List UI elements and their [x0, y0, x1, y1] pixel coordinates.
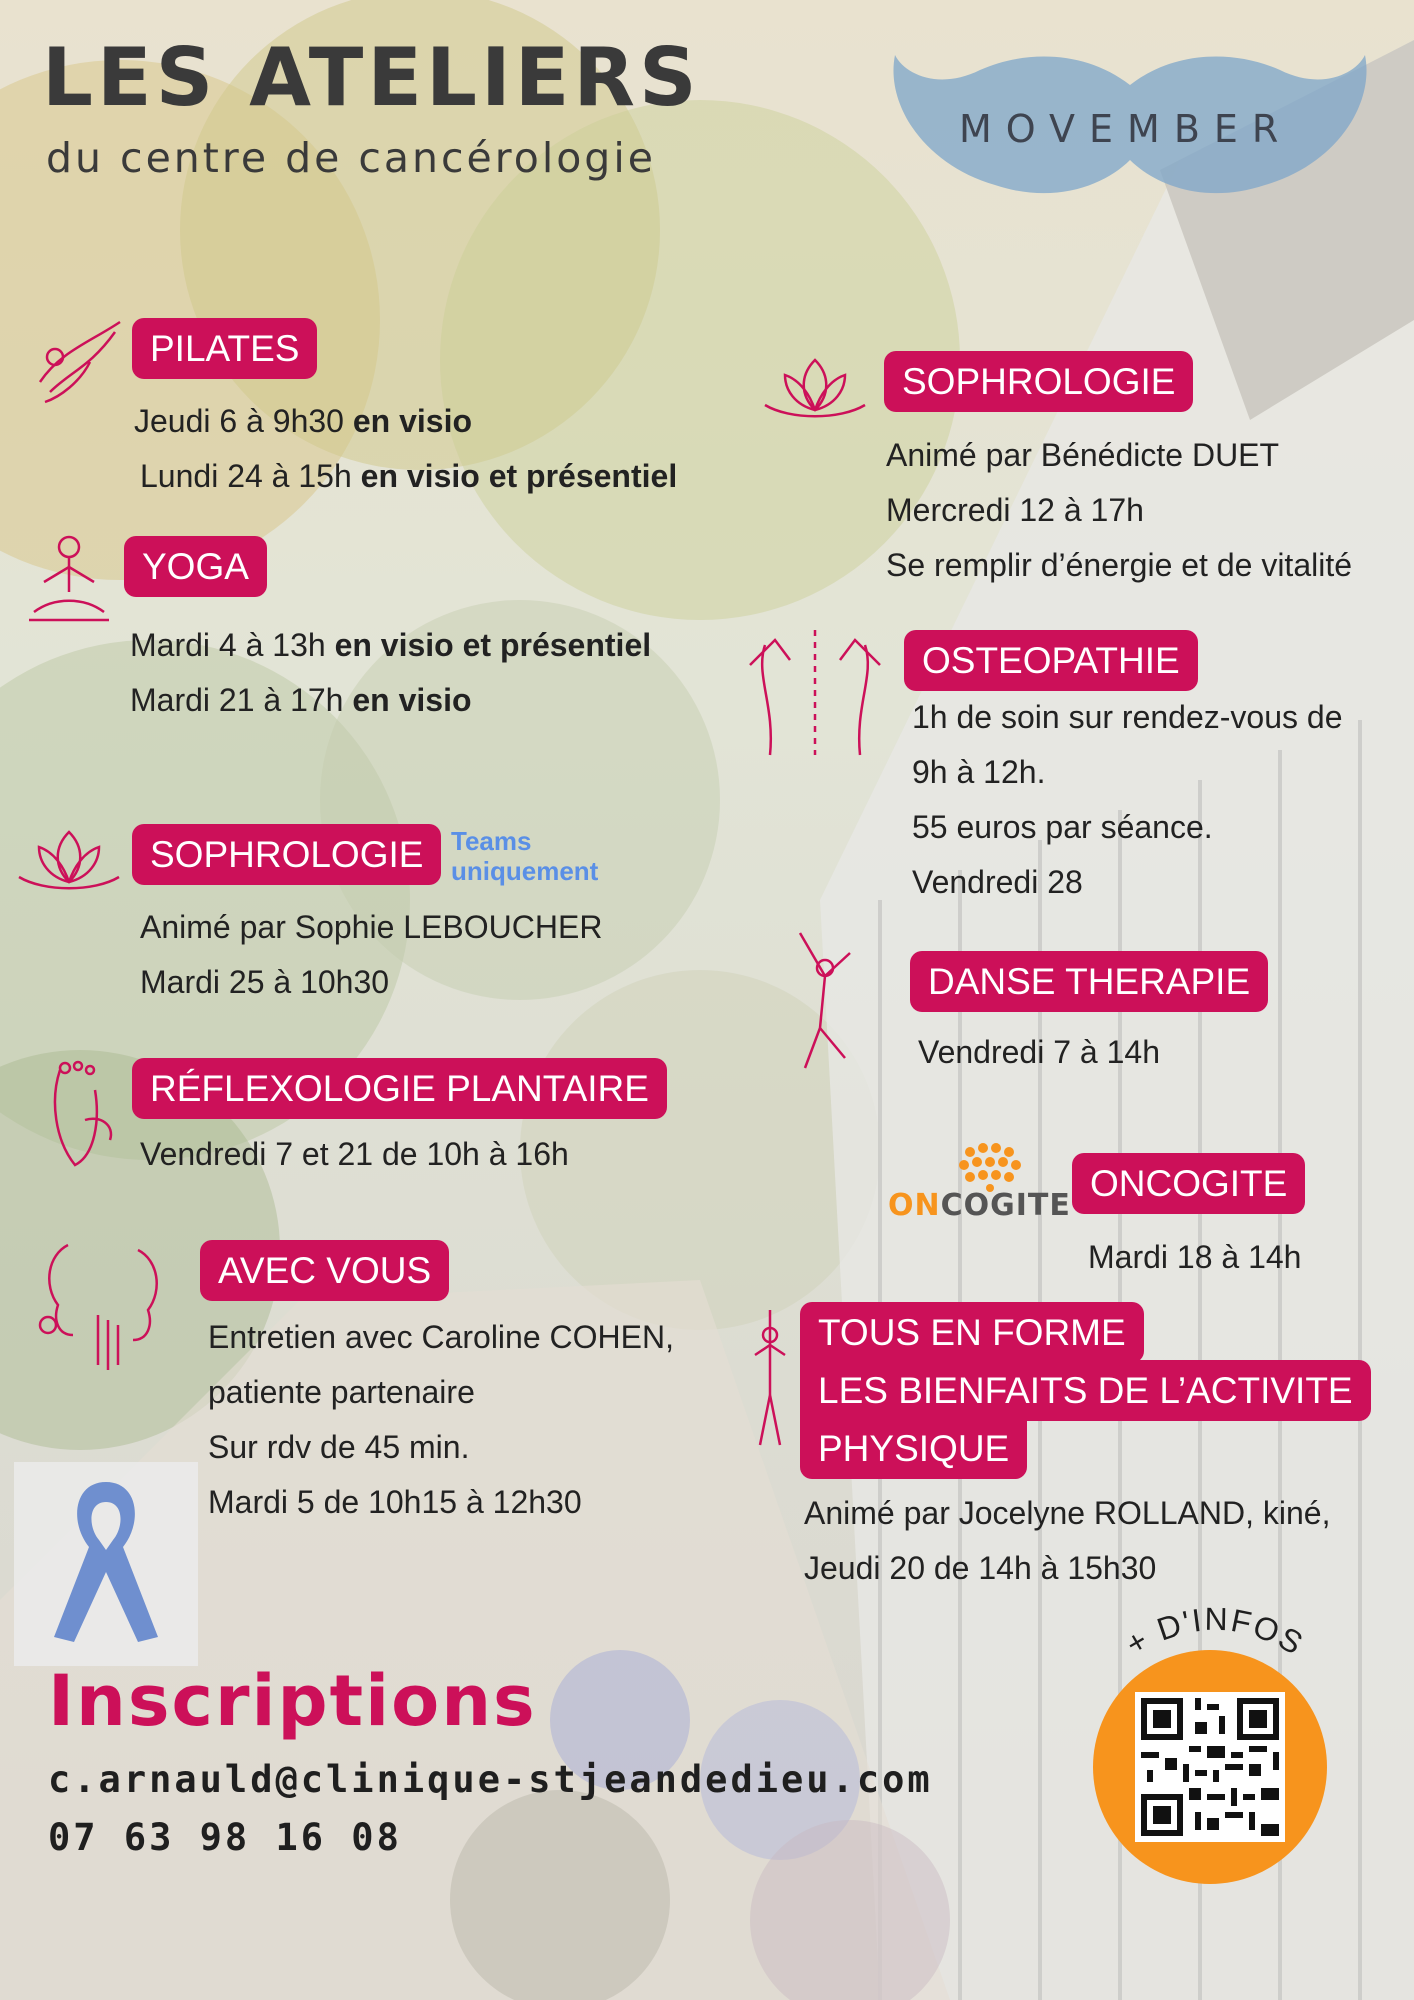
tag-danse-therapie: DANSE THERAPIE: [910, 951, 1268, 1012]
tag-tous-en-forme-3: PHYSIQUE: [800, 1418, 1027, 1479]
yoga-icon: [24, 532, 114, 627]
pilates-icon: [30, 312, 130, 412]
sophrologie-right-line-1: Animé par Bénédicte DUET: [886, 437, 1280, 473]
osteopathie-line-2: 9h à 12h.: [912, 754, 1046, 790]
oncogite-line-1: Mardi 18 à 14h: [1088, 1239, 1302, 1275]
avec-vous-line-3: Sur rdv de 45 min.: [208, 1429, 470, 1465]
tous-en-forme-line-1: Animé par Jocelyne ROLLAND, kiné,: [804, 1495, 1331, 1531]
contact-email[interactable]: c.arnauld@clinique-stjeandedieu.com: [48, 1758, 933, 1801]
tous-en-forme-line-2: Jeudi 20 de 14h à 15h30: [804, 1550, 1157, 1586]
stretching-figure-icon: [745, 1305, 795, 1455]
osteopathie-line-3: 55 euros par séance.: [912, 809, 1213, 845]
tag-oncogite: ONCOGITE: [1072, 1153, 1305, 1214]
sophrologie-right-line-3: Se remplir d’énergie et de vitalité: [886, 547, 1353, 583]
tag-tous-en-forme-2: LES BIENFAITS DE L’ACTIVITE: [800, 1360, 1371, 1421]
qr-code-badge[interactable]: [1093, 1650, 1327, 1884]
qr-code-icon[interactable]: [1135, 1692, 1285, 1842]
pilates-line-1: Jeudi 6 à 9h30 en visio: [134, 403, 472, 439]
page-subtitle: du centre de cancérologie: [46, 134, 656, 182]
ribbon-box: [14, 1462, 198, 1666]
foot-icon: [40, 1060, 120, 1175]
dancer-icon: [790, 928, 860, 1078]
avec-vous-line-1: Entretien avec Caroline COHEN,: [208, 1319, 674, 1355]
tag-sophrologie-left: SOPHROLOGIE: [132, 824, 441, 885]
oncogite-logo: [888, 1140, 1071, 1230]
sophrologie-right-line-2: Mercredi 12 à 17h: [886, 492, 1144, 528]
sophrologie-left-line-1: Animé par Sophie LEBOUCHER: [140, 909, 603, 945]
osteopathie-line-1: 1h de soin sur rendez-vous de: [912, 699, 1343, 735]
tag-pilates: PILATES: [132, 318, 317, 379]
tag-tous-en-forme-1: TOUS EN FORME: [800, 1302, 1144, 1363]
contact-phone[interactable]: 07 63 98 16 08: [48, 1816, 402, 1859]
tag-sophrologie-right: SOPHROLOGIE: [884, 351, 1193, 412]
yoga-line-2: Mardi 21 à 17h en visio: [130, 682, 472, 718]
tag-osteopathie: OSTEOPATHIE: [904, 630, 1198, 691]
danse-therapie-line-1: Vendredi 7 à 14h: [918, 1034, 1160, 1070]
yoga-line-1: Mardi 4 à 13h en visio et présentiel: [130, 627, 652, 663]
osteopathie-line-4: Vendredi 28: [912, 864, 1083, 900]
pilates-line-2: Lundi 24 à 15h en visio et présentiel: [140, 458, 678, 494]
teams-note: Teams uniquement: [451, 826, 599, 886]
page-title: LES ATELIERS: [42, 31, 701, 124]
oncogite-wordmark: ONCOGITE: [888, 1188, 1071, 1223]
awareness-ribbon-icon: [14, 1462, 198, 1666]
reflexologie-line-1: Vendredi 7 et 21 de 10h à 16h: [140, 1136, 569, 1172]
sophrologie-left-line-2: Mardi 25 à 10h30: [140, 964, 390, 1000]
avec-vous-line-4: Mardi 5 de 10h15 à 12h30: [208, 1484, 582, 1520]
movember-text: MOVEMBER: [959, 107, 1293, 151]
spine-hands-icon: [745, 625, 885, 765]
avec-vous-line-2: patiente partenaire: [208, 1374, 475, 1410]
tag-yoga: YOGA: [124, 536, 267, 597]
svg-text:+ D'INFOS: + D'INFOS: [1119, 1600, 1311, 1663]
inscriptions-heading: Inscriptions: [48, 1660, 537, 1742]
tag-reflexologie: RÉFLEXOLOGIE PLANTAIRE: [132, 1058, 667, 1119]
lotus-icon: [14, 822, 124, 892]
movember-logo: [885, 45, 1375, 215]
lotus-icon-right: [760, 350, 870, 420]
tag-avec-vous: AVEC VOUS: [200, 1240, 449, 1301]
conversation-icon: [28, 1235, 178, 1385]
